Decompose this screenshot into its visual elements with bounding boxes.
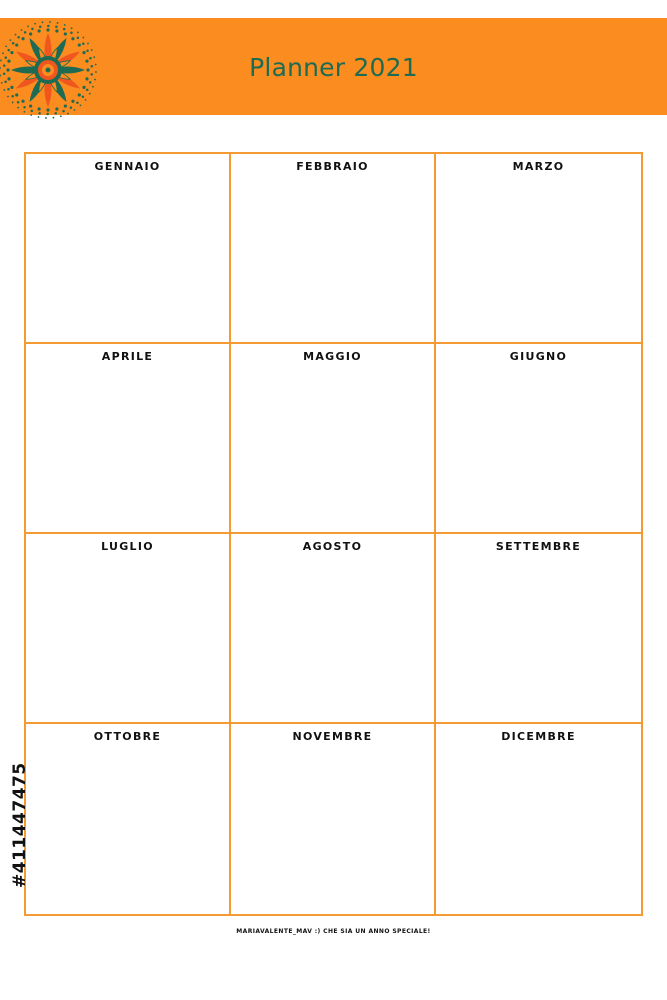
month-cell-febbraio[interactable] [231, 154, 436, 344]
month-label: FEBBRAIO [296, 160, 369, 173]
month-cell-novembre[interactable] [231, 724, 436, 914]
footer-note: MARIAVALENTE_MAV :) CHE SIA UN ANNO SPECIALE! [236, 928, 431, 935]
month-label: DICEMBRE [501, 730, 576, 743]
month-label: GIUGNO [509, 350, 568, 363]
stock-id-label: #411447475 [10, 762, 30, 888]
month-cell-marzo[interactable] [436, 154, 641, 344]
months-grid [24, 152, 643, 916]
page-title: Planner 2021 [249, 53, 418, 82]
month-label: LUGLIO [101, 540, 154, 553]
month-cell-gennaio[interactable] [26, 154, 231, 344]
month-label: NOVEMBRE [292, 730, 373, 743]
month-label: MAGGIO [303, 350, 362, 363]
month-label: GENNAIO [94, 160, 161, 173]
month-label: SETTEMBRE [495, 540, 582, 553]
month-label: MARZO [512, 160, 565, 173]
month-label: APRILE [101, 350, 154, 363]
month-cell-dicembre[interactable] [436, 724, 641, 914]
month-cell-luglio[interactable] [26, 534, 231, 724]
month-label: OTTOBRE [93, 730, 162, 743]
month-label: AGOSTO [302, 540, 363, 553]
month-cell-aprile[interactable] [26, 344, 231, 534]
month-cell-ottobre[interactable] [26, 724, 231, 914]
month-cell-settembre[interactable] [436, 534, 641, 724]
month-cell-maggio[interactable] [231, 344, 436, 534]
month-cell-giugno[interactable] [436, 344, 641, 534]
month-cell-agosto[interactable] [231, 534, 436, 724]
